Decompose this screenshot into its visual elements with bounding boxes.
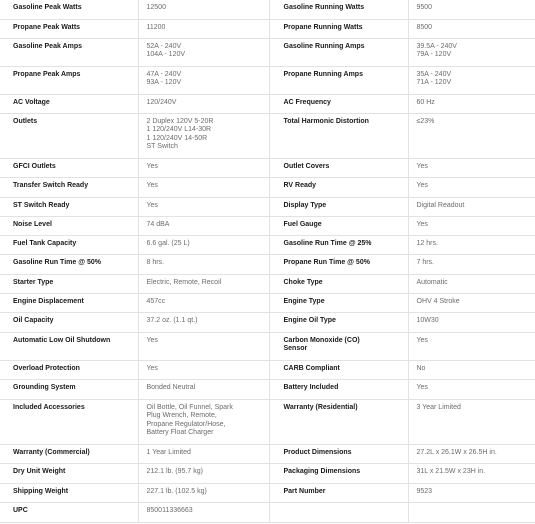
spec-value — [138, 197, 269, 216]
spec-label-line: Engine Displacement — [13, 297, 84, 305]
spec-row — [0, 19, 535, 38]
spec-value-line: Yes — [146, 201, 158, 209]
spec-value — [138, 19, 269, 38]
spec-label-line: Propane Peak Watts — [13, 23, 81, 31]
spec-value — [138, 0, 269, 19]
spec-label — [269, 444, 408, 463]
spec-label — [0, 360, 138, 379]
spec-label — [0, 177, 138, 197]
spec-label-line: AC Voltage — [13, 98, 50, 106]
spec-value-line: 93A - 120V — [146, 79, 182, 87]
spec-value-line: 1 120/240V 14-50R — [146, 134, 208, 142]
spec-label — [0, 197, 138, 216]
spec-value — [138, 235, 269, 254]
spec-value-line: OHV 4 Stroke — [416, 297, 460, 305]
spec-value-line: 212.1 lb. (95.7 kg) — [146, 467, 203, 475]
spec-label — [269, 483, 408, 502]
spec-value — [408, 399, 535, 444]
spec-label-line: AC Frequency — [283, 98, 331, 106]
spec-label — [0, 235, 138, 254]
spec-value-line: Yes — [146, 336, 158, 344]
spec-value — [138, 113, 269, 158]
spec-label — [269, 379, 408, 399]
spec-value-line: 12500 — [146, 4, 166, 11]
spec-value — [408, 360, 535, 379]
spec-label-line: Total Harmonic Distortion — [283, 117, 369, 125]
spec-value — [408, 94, 535, 113]
spec-label-line: Engine Oil Type — [283, 316, 336, 324]
spec-label-line: Sensor — [283, 345, 308, 353]
spec-row — [0, 312, 535, 332]
spec-value-line: Digital Readout — [416, 201, 465, 209]
spec-label — [269, 19, 408, 38]
spec-value — [408, 38, 535, 66]
spec-label — [269, 332, 408, 360]
spec-label-line: Propane Run Time @ 50% — [283, 258, 370, 266]
spec-row — [0, 197, 535, 216]
spec-value — [138, 399, 269, 444]
spec-value-line: Yes — [146, 162, 158, 170]
spec-label — [269, 177, 408, 197]
spec-row — [0, 399, 535, 444]
spec-value — [138, 463, 269, 483]
spec-value — [408, 0, 535, 19]
spec-label — [0, 38, 138, 66]
spec-value-line: Propane Regulator/Hose, — [146, 420, 226, 428]
spec-label-line: Gasoline Run Time @ 50% — [13, 258, 101, 266]
spec-label-line: Warranty (Residential) — [283, 403, 358, 411]
spec-label — [0, 293, 138, 312]
spec-label-line: Gasoline Running Watts — [283, 4, 365, 11]
spec-row — [0, 38, 535, 66]
spec-value-line: 104A - 120V — [146, 51, 186, 59]
spec-label — [0, 216, 138, 235]
spec-value-line: 10W30 — [416, 316, 439, 324]
spec-row — [0, 177, 535, 197]
spec-value-line: 1 Year Limited — [146, 448, 191, 456]
spec-value-line: Battery Float Charger — [146, 429, 214, 437]
spec-label-line: Part Number — [283, 487, 326, 495]
spec-label-line: RV Ready — [283, 181, 317, 189]
spec-label — [269, 360, 408, 379]
spec-label — [269, 293, 408, 312]
spec-value-line: Yes — [146, 364, 158, 372]
spec-label-line: Automatic Low Oil Shutdown — [13, 336, 111, 344]
spec-label-line: Fuel Gauge — [283, 220, 322, 228]
spec-label — [269, 38, 408, 66]
spec-label — [0, 0, 138, 19]
spec-value — [408, 235, 535, 254]
spec-value-line: No — [416, 364, 426, 372]
spec-value — [138, 483, 269, 502]
spec-label — [269, 113, 408, 158]
spec-row — [0, 360, 535, 379]
spec-value-line: 52A - 240V — [146, 42, 182, 50]
spec-label-line: Dry Unit Weight — [13, 467, 66, 475]
spec-value-line: 457cc — [146, 297, 166, 305]
spec-label-line: Packaging Dimensions — [283, 467, 361, 475]
spec-value-line: 79A - 120V — [416, 51, 452, 59]
spec-row — [0, 158, 535, 177]
spec-value-line: 8500 — [416, 23, 433, 31]
spec-value — [138, 379, 269, 399]
spec-value-line: 74 dBA — [146, 220, 170, 228]
spec-value — [138, 332, 269, 360]
spec-label-line: Gasoline Run Time @ 25% — [283, 239, 372, 247]
spec-label — [269, 235, 408, 254]
spec-label — [269, 399, 408, 444]
spec-label-line: Display Type — [283, 201, 327, 209]
spec-value — [408, 197, 535, 216]
spec-label-line: Oil Capacity — [13, 316, 54, 324]
spec-value — [138, 312, 269, 332]
spec-label-line: Propane Running Watts — [283, 23, 363, 31]
spec-value-line: 39.5A - 240V — [416, 42, 457, 50]
spec-label — [269, 274, 408, 293]
spec-value — [138, 502, 269, 522]
spec-label — [0, 94, 138, 113]
spec-label — [0, 312, 138, 332]
spec-value — [408, 177, 535, 197]
spec-value — [138, 360, 269, 379]
spec-label-line: GFCI Outlets — [13, 162, 56, 170]
spec-label-line: Propane Running Amps — [283, 70, 363, 78]
spec-row — [0, 463, 535, 483]
spec-label — [269, 254, 408, 274]
spec-value-line: Yes — [416, 220, 428, 228]
spec-value-line: 60 Hz — [416, 98, 435, 106]
spec-row — [0, 274, 535, 293]
spec-value-line: 850011336663 — [146, 506, 193, 514]
spec-label-line: Product Dimensions — [283, 448, 352, 456]
spec-value — [408, 19, 535, 38]
spec-value-line: 120/240V — [146, 98, 177, 106]
spec-value-line: Yes — [416, 181, 428, 189]
spec-value — [408, 158, 535, 177]
spec-row — [0, 0, 535, 19]
spec-label — [0, 444, 138, 463]
spec-label-line: Warranty (Commercial) — [13, 448, 90, 456]
spec-value — [138, 94, 269, 113]
spec-value — [408, 444, 535, 463]
spec-value-line: 6.6 gal. (25 L) — [146, 239, 190, 247]
spec-label-line: Gasoline Running Amps — [283, 42, 365, 50]
spec-label — [0, 66, 138, 94]
spec-label — [269, 312, 408, 332]
spec-value-line: 9523 — [416, 487, 433, 495]
spec-value — [138, 274, 269, 293]
spec-label — [0, 483, 138, 502]
spec-label-line: Propane Peak Amps — [13, 70, 81, 78]
spec-row — [0, 254, 535, 274]
spec-label-line: Starter Type — [13, 278, 54, 286]
spec-value-line: 37.2 oz. (1.1 qt.) — [146, 316, 198, 324]
spec-value — [138, 158, 269, 177]
spec-value — [408, 379, 535, 399]
spec-label-line: UPC — [13, 506, 28, 514]
spec-label-line: Carbon Monoxide (CO) — [283, 336, 360, 344]
spec-value-line: 71A - 120V — [416, 79, 452, 87]
spec-label-line: Outlets — [13, 117, 38, 125]
spec-value — [408, 312, 535, 332]
spec-value-line: ≤23% — [416, 117, 435, 125]
spec-value-line: 7 hrs. — [416, 258, 435, 266]
spec-label-line: Included Accessories — [13, 403, 85, 411]
spec-row — [0, 293, 535, 312]
spec-label — [0, 113, 138, 158]
spec-label-line: Overload Protection — [13, 364, 80, 372]
spec-value-line: Yes — [416, 336, 428, 344]
spec-label-line: Shipping Weight — [13, 487, 69, 495]
spec-value — [138, 66, 269, 94]
spec-value — [408, 502, 535, 522]
spec-value-line: Bonded Neutral — [146, 383, 196, 391]
spec-value-line: 1 120/240V L14-30R — [146, 126, 212, 134]
spec-value — [408, 274, 535, 293]
spec-value-line: Automatic — [416, 278, 448, 286]
spec-label-line: Fuel Tank Capacity — [13, 239, 77, 247]
spec-value-line: Yes — [146, 181, 158, 189]
spec-label — [0, 379, 138, 399]
spec-value — [408, 254, 535, 274]
spec-value — [408, 216, 535, 235]
spec-label — [269, 66, 408, 94]
spec-label-line: Grounding System — [13, 383, 76, 391]
spec-value-line: 227.1 lb. (102.5 kg) — [146, 487, 207, 495]
spec-value-line: 3 Year Limited — [416, 403, 461, 411]
spec-row — [0, 444, 535, 463]
spec-value — [408, 66, 535, 94]
spec-row — [0, 216, 535, 235]
spec-label-line: Gasoline Peak Amps — [13, 42, 82, 50]
spec-value — [138, 293, 269, 312]
spec-value — [138, 177, 269, 197]
spec-label — [0, 274, 138, 293]
spec-label-line: CARB Compliant — [283, 364, 340, 372]
spec-label-line: Gasoline Peak Watts — [13, 4, 82, 11]
spec-row — [0, 66, 535, 94]
spec-row — [0, 332, 535, 360]
spec-value-line: 11200 — [146, 23, 166, 31]
spec-label-line: ST Switch Ready — [13, 201, 70, 209]
spec-value — [408, 483, 535, 502]
spec-value-line: 27.2L x 26.1W x 26.5H in. — [416, 448, 497, 456]
spec-label — [0, 502, 138, 522]
spec-label-line: Choke Type — [283, 278, 323, 286]
spec-label-line: Engine Type — [283, 297, 325, 305]
spec-value-line: 47A - 240V — [146, 70, 182, 78]
spec-row — [0, 94, 535, 113]
spec-label-line: Outlet Covers — [283, 162, 330, 170]
spec-value-line: 35A - 240V — [416, 70, 452, 78]
spec-row — [0, 379, 535, 399]
spec-label — [0, 158, 138, 177]
spec-label — [269, 216, 408, 235]
spec-value — [138, 38, 269, 66]
spec-value-line: Plug Wrench, Remote, — [146, 412, 217, 420]
spec-value — [408, 293, 535, 312]
spec-value-line: Yes — [416, 383, 428, 391]
spec-value-line: Oil Bottle, Oil Funnel, Spark — [146, 403, 233, 411]
spec-value — [408, 113, 535, 158]
spec-row — [0, 483, 535, 502]
spec-label — [0, 19, 138, 38]
spec-label — [0, 254, 138, 274]
spec-label — [269, 463, 408, 483]
spec-label — [269, 0, 408, 19]
spec-value-line: Yes — [416, 162, 428, 170]
spec-label — [0, 332, 138, 360]
spec-row — [0, 113, 535, 158]
spec-value-line: 31L x 21.5W x 23H in. — [416, 467, 486, 475]
spec-value — [408, 332, 535, 360]
spec-value-line: 12 hrs. — [416, 239, 438, 247]
spec-value — [138, 216, 269, 235]
spec-label — [0, 463, 138, 483]
spec-label — [269, 158, 408, 177]
spec-value — [138, 254, 269, 274]
spec-value-line: Electric, Remote, Recoil — [146, 278, 222, 286]
spec-label — [269, 502, 408, 522]
spec-row — [0, 235, 535, 254]
spec-value — [408, 463, 535, 483]
spec-row — [0, 502, 535, 522]
spec-label — [269, 94, 408, 113]
spec-label-line: Noise Level — [13, 220, 52, 228]
spec-label — [0, 399, 138, 444]
spec-value-line: ST Switch — [146, 143, 178, 151]
spec-value-line: 2 Duplex 120V 5-20R — [146, 117, 214, 125]
spec-label — [269, 197, 408, 216]
spec-value — [138, 444, 269, 463]
spec-label-line: Battery Included — [283, 383, 339, 391]
spec-label-line: Transfer Switch Ready — [13, 181, 89, 189]
spec-value-line: 9500 — [416, 4, 433, 11]
spec-value-line: 8 hrs. — [146, 258, 165, 266]
